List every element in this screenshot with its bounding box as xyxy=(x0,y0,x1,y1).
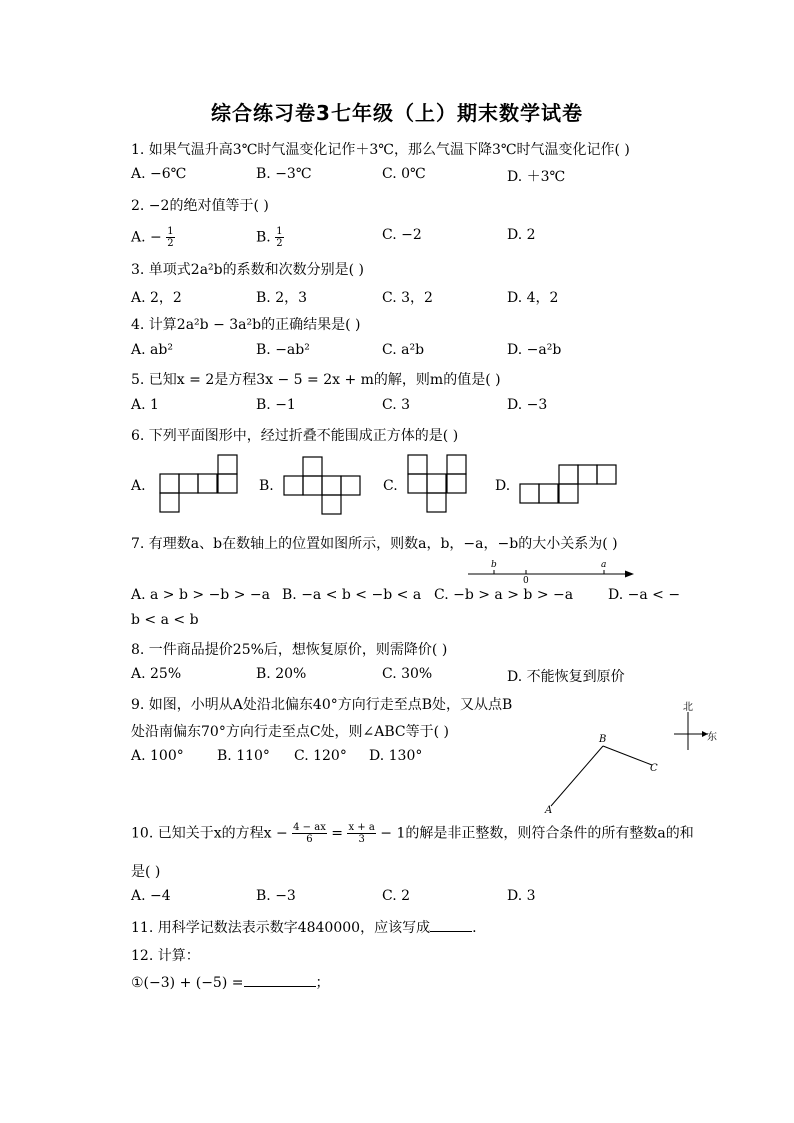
q7-option-d-continued: b < a < b xyxy=(131,612,199,628)
question-10-line-2: 是( ) xyxy=(131,864,161,880)
q1-option-c: C. 0℃ xyxy=(382,166,426,182)
q10-fraction-1: $\frac{4 - ax}{6}$ xyxy=(293,822,326,845)
q12-sub1-end: ； xyxy=(315,975,330,991)
question-5: 5. 已知x = 2是方程3x − 5 = 2x + m的解，则m的值是( ) xyxy=(131,372,501,388)
point-b-label: B xyxy=(599,734,607,745)
q6-label-a: A. xyxy=(131,478,146,494)
q7-option-b: B. −a < b < −b < a xyxy=(282,587,422,603)
axis-label-b: b xyxy=(491,560,497,570)
q10-option-a: A. −4 xyxy=(131,888,171,904)
question-12-part-1 xyxy=(131,972,330,992)
q9-option-d: D. 130° xyxy=(369,748,423,764)
q2-option-b-fraction: $\frac{1}{2}$ xyxy=(276,226,283,249)
compass-north-label: 北 xyxy=(683,702,693,713)
q3-option-a: A. 2，2 xyxy=(131,290,182,306)
q10-option-c: C. 2 xyxy=(382,888,411,904)
q10-equals: = xyxy=(331,825,344,842)
question-7: 7. 有理数a、b在数轴上的位置如图所示，则数a，b，−a，−b的大小关系为( ) xyxy=(131,536,618,552)
q1-option-a: A. −6℃ xyxy=(131,166,187,182)
q11-text: 11. 用科学记数法表示数字4840000，应该写成 xyxy=(131,920,431,936)
q8-option-a: A. 25% xyxy=(131,666,182,682)
q11-answer-blank[interactable] xyxy=(430,931,472,932)
q4-option-b: B. −ab² xyxy=(256,342,310,358)
question-11 xyxy=(131,917,477,937)
q3-option-b: B. 2，3 xyxy=(256,290,308,306)
q8-option-d: D. 不能恢复到原价 xyxy=(507,669,625,685)
q7-option-d: D. −a < − xyxy=(608,587,681,603)
question-4: 4. 计算2a²b − 3a²b的正确结果是( ) xyxy=(131,317,361,333)
q4-option-d: D. −a²b xyxy=(507,342,562,358)
point-c-label: C xyxy=(650,763,658,774)
q11-end: . xyxy=(472,920,477,936)
compass-east-label: 东 xyxy=(707,732,717,743)
question-9-line-2: 处沿南偏东70°方向行走至点C处，则∠ABC等于( ) xyxy=(131,724,449,740)
q5-option-b: B. −1 xyxy=(256,397,296,413)
question-1: 1. 如果气温升高3℃时气温变化记作＋3℃，那么气温下降3℃时气温变化记作( ) xyxy=(131,142,630,158)
q2-option-b-label: B. xyxy=(256,229,271,246)
q2-option-c: C. −2 xyxy=(382,227,422,243)
question-3: 3. 单项式2a²b的系数和次数分别是( ) xyxy=(131,262,365,278)
q2-option-a-label: A. − xyxy=(131,229,162,246)
page-title: 综合练习卷3七年级（上）期末数学试卷 xyxy=(211,101,583,125)
axis-label-a: a xyxy=(601,560,607,570)
q4-option-c: C. a²b xyxy=(382,342,425,358)
q9-option-a: A. 100° xyxy=(131,748,184,764)
segment-bc xyxy=(603,746,652,765)
q6-label-d: D. xyxy=(495,478,511,494)
q10-text-post: − 1的解是非正整数，则符合条件的所有整数a的和 xyxy=(380,825,694,842)
q8-option-b: B. 20% xyxy=(256,666,307,682)
question-6: 6. 下列平面图形中，经过折叠不能围成正方体的是( ) xyxy=(131,428,459,444)
q5-option-d: D. −3 xyxy=(507,397,548,413)
q6-label-c: C. xyxy=(383,478,398,494)
question-12: 12. 计算： xyxy=(131,948,200,964)
q1-option-b: B. −3℃ xyxy=(256,166,312,182)
q10-option-d: D. 3 xyxy=(507,888,536,904)
question-10-line-1 xyxy=(131,822,694,845)
q5-option-c: C. 3 xyxy=(382,397,411,413)
q10-text-pre: 10. 已知关于x的方程x − xyxy=(131,825,288,842)
q6-label-b: B. xyxy=(259,478,274,494)
q8-option-c: C. 30% xyxy=(382,666,433,682)
q2-option-d: D. 2 xyxy=(507,227,536,243)
q9-option-b: B. 110° xyxy=(217,748,270,764)
question-9-line-1: 9. 如图，小明从A处沿北偏东40°方向行走至点B处，又从点B xyxy=(131,697,513,713)
q12-sub1-text: ①(−3) + (−5) = xyxy=(131,975,244,991)
axis-label-zero: 0 xyxy=(523,576,529,586)
q7-option-a: A. a > b > −b > −a xyxy=(131,587,270,603)
q4-option-a: A. ab² xyxy=(131,342,173,358)
question-8: 8. 一件商品提价25%后，想恢复原价，则需降价( ) xyxy=(131,642,448,658)
q3-option-d: D. 4，2 xyxy=(507,290,559,306)
q7-option-c: C. −b > a > b > −a xyxy=(434,587,574,603)
q10-fraction-2: $\frac{x + a}{3}$ xyxy=(348,822,375,845)
q12-sub1-answer-blank[interactable] xyxy=(244,986,316,987)
q5-option-a: A. 1 xyxy=(131,397,159,413)
segment-ab xyxy=(551,746,603,806)
q2-option-a-fraction: $\frac{1}{2}$ xyxy=(167,226,174,249)
q1-option-d: D. ＋3℃ xyxy=(507,169,566,185)
q9-option-c: C. 120° xyxy=(294,748,347,764)
point-a-label: A xyxy=(545,805,553,816)
q10-option-b: B. −3 xyxy=(256,888,296,904)
q3-option-c: C. 3，2 xyxy=(382,290,433,306)
question-2: 2. −2的绝对值等于( ) xyxy=(131,198,269,214)
